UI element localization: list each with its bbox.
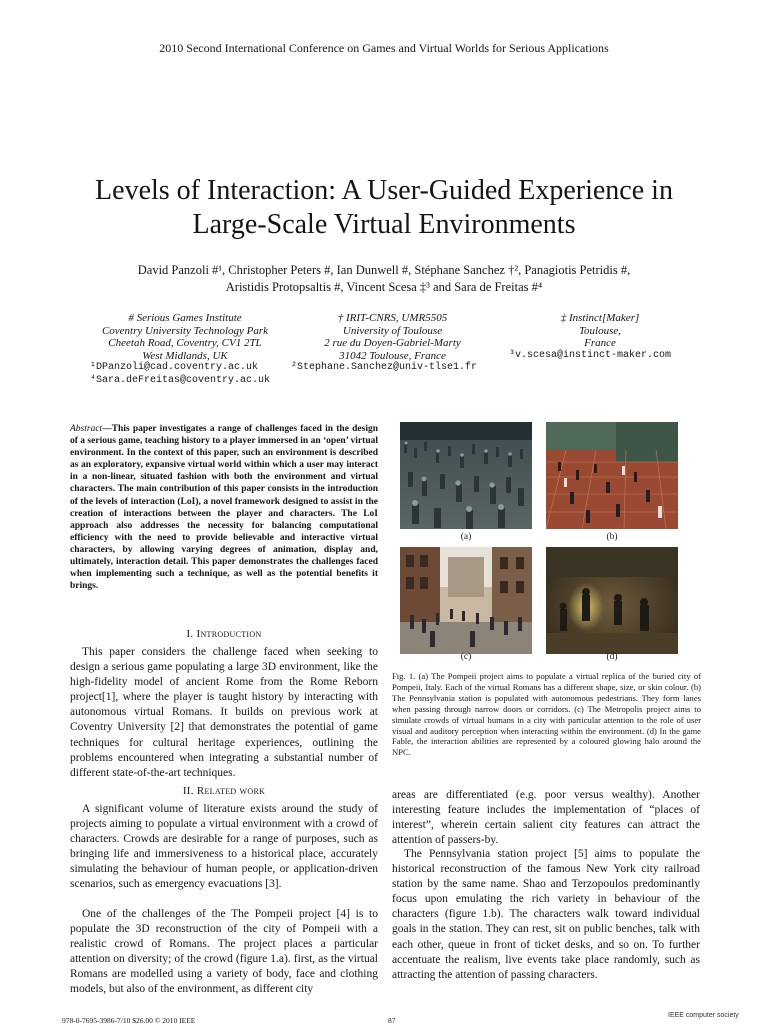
figure-1a-pompeii-image	[400, 422, 532, 529]
section-heading-related-work: II. Related work	[182, 785, 266, 797]
figure-1-caption: Fig. 1. (a) The Pompeii project aims to populate a virtual replica of the buried city of Pompeii, Italy. Each of the virtual Romans has a different shape, size, or skin colour. (b) The Pennsylvania station is populated with autonomous pedestrians. They form lanes when passing through narrow doors or corridors. (c) The Metropolis project aims to simulate crowds of virtual humans in a city with particular attention to the role of user visual and auditory perception when interacting within the environment. (d) In the game Fable, the interaction abilities are represented by a coloured glowing halo around the NPC.	[392, 671, 701, 758]
abstract	[70, 423, 378, 592]
figure-1c-metropolis-image	[400, 547, 532, 654]
section-heading-introduction: I. Introduction	[186, 628, 262, 640]
authors-line-1: David Panzoli #¹, Christopher Peters #, Ian Dunwell #, Stéphane Sanchez †², Panagiotis Petridis #,	[137, 263, 631, 277]
email-panzoli[interactable]: ¹DPanzoli@cad.coventry.ac.uk	[90, 362, 259, 373]
footer-isbn: 978-0-7695-3986-7/10 $26.00 © 2010 IEEE	[62, 1016, 196, 1025]
right-column-paragraph-2: The Pennsylvania station project [5] aims to populate the historical reconstruction of the famous New York city railroad station by the same name. Shao and Terzopoulos predominantly focus upon emulating the rich variety in behaviour of the characters (figure 1.b). The characters walk toward individual goals in the station. They can rest, sit on public benches, talk with each other, queue in front of ticket desks, and so on. To further accentuate the realism, live events take place randomly, such as attracting the attention of passing characters.	[392, 848, 700, 981]
ieee-logo: IEEE computer society	[668, 1012, 739, 1019]
affil-line: France	[584, 337, 616, 349]
footer-page-number: 87	[388, 1016, 396, 1025]
related-work-paragraph-2: One of the challenges of the The Pompeii project [4] is to populate the 3D reconstruction of the city of Pompeii with a realistic crowd of Romans. The project places a particular attention on diversity; of the crowd (figure 1.a). first, as the virtual Romans are modelled using a variety of body, face and clothing models, but also of the environment, as different city	[70, 908, 378, 996]
title-line-2: Large-Scale Virtual Environments	[192, 209, 576, 240]
introduction-paragraph: This paper considers the challenge faced when seeking to design a serious game populating a large 3D environment, like the high-fidelity model of ancient Rome from the Rome Reborn project[1], where the player is taught history by interacting with autonomous virtual Romans. It builds on previous work at Coventry University [2] that demonstrates the potential of game techniques for cultural heritage experiences, outlining the problems encountered when integrating a substantial number of different state-of-the-art techniques.	[70, 646, 378, 779]
author-list	[60, 262, 708, 296]
email-scesa[interactable]: ³v.scesa@instinct-maker.com	[509, 349, 672, 361]
figure-1b-label: (b)	[606, 532, 618, 542]
related-work-paragraph-1: A significant volume of literature exists around the study of projects aiming to populate a virtual environment with a crowd of characters. Crowds are desirable for a range of purposes, such as bringing life and immersiveness to a historical place, accurately simulating the behaviour of human people, or application-driven scenarios, such as emergency evacuations [3].	[70, 803, 378, 891]
email-defreitas[interactable]: ⁴Sara.deFreitas@coventry.ac.uk	[90, 374, 271, 386]
email-sanchez[interactable]: ²Stephane.Sanchez@univ-tlse1.fr	[291, 362, 478, 373]
figure-1c-label: (c)	[460, 652, 472, 662]
affil-line: 31042 Toulouse, France	[339, 349, 446, 362]
affiliation-irit	[285, 312, 500, 375]
affil-line: ‡ Instinct[Maker]	[560, 312, 640, 324]
abstract-text: —This paper investigates a range of challenges faced in the design of a serious game, teaching history to a player immersed in an ‘open’ virtual environment. In the context of this paper, such an environment is described as an exploratory, expansive virtual world within which a user may interact in a non-linear, situated fashion with both the environment and virtual characters. The main contribution of this paper consists in the introduction of the levels of interaction (LoI), a novel framework designed to assist in the creation of interactions between the player and characters. The LoI approach also addresses the necessity for balancing computational efficiency with the need to provide believable and interactive virtual characters, by allowing varying degrees of animation, display and, ultimately, interaction detail. This paper demonstrates the challenges faced when implementing such a technique, as well as the potential benefits it brings.	[70, 424, 378, 592]
abstract-label: Abstract	[70, 424, 103, 434]
figure-1d-fable-image	[546, 547, 678, 654]
affil-line: # Serious Games Institute	[128, 312, 242, 324]
affiliation-sgi	[70, 312, 300, 387]
affil-line: † IRIT-CNRS, UMR5505	[337, 312, 448, 324]
affiliation-instinct	[505, 312, 695, 362]
affil-line: Coventry University Technology Park	[101, 324, 269, 337]
authors-line-2: Aristidis Protopsaltis #, Vincent Scesa ‡³ and Sara de Freitas #⁴	[225, 280, 543, 294]
affil-line: Toulouse,	[578, 324, 622, 337]
paper-title	[40, 174, 728, 242]
figure-1b-station-image	[546, 422, 678, 529]
figure-1d-label: (d)	[606, 652, 618, 662]
conference-header: 2010 Second International Conference on Games and Virtual Worlds for Serious Applications	[159, 41, 609, 55]
affil-line: University of Toulouse	[342, 324, 443, 337]
affil-line: Cheetah Road, Coventry, CV1 2TL	[108, 337, 262, 349]
title-line-1: Levels of Interaction: A User-Guided Experience in	[95, 175, 673, 206]
affil-line: 2 rue du Doyen-Gabriel-Marty	[324, 337, 461, 349]
affil-line: West Midlands, UK	[142, 349, 228, 362]
right-column-paragraph-1: areas are differentiated (e.g. poor versus wealthy). Another interesting feature includes the implementation of “places of interest”, wherein certain salient city features can attract the attention of passers-by.	[392, 789, 700, 847]
figure-1a-label: (a)	[460, 532, 472, 542]
